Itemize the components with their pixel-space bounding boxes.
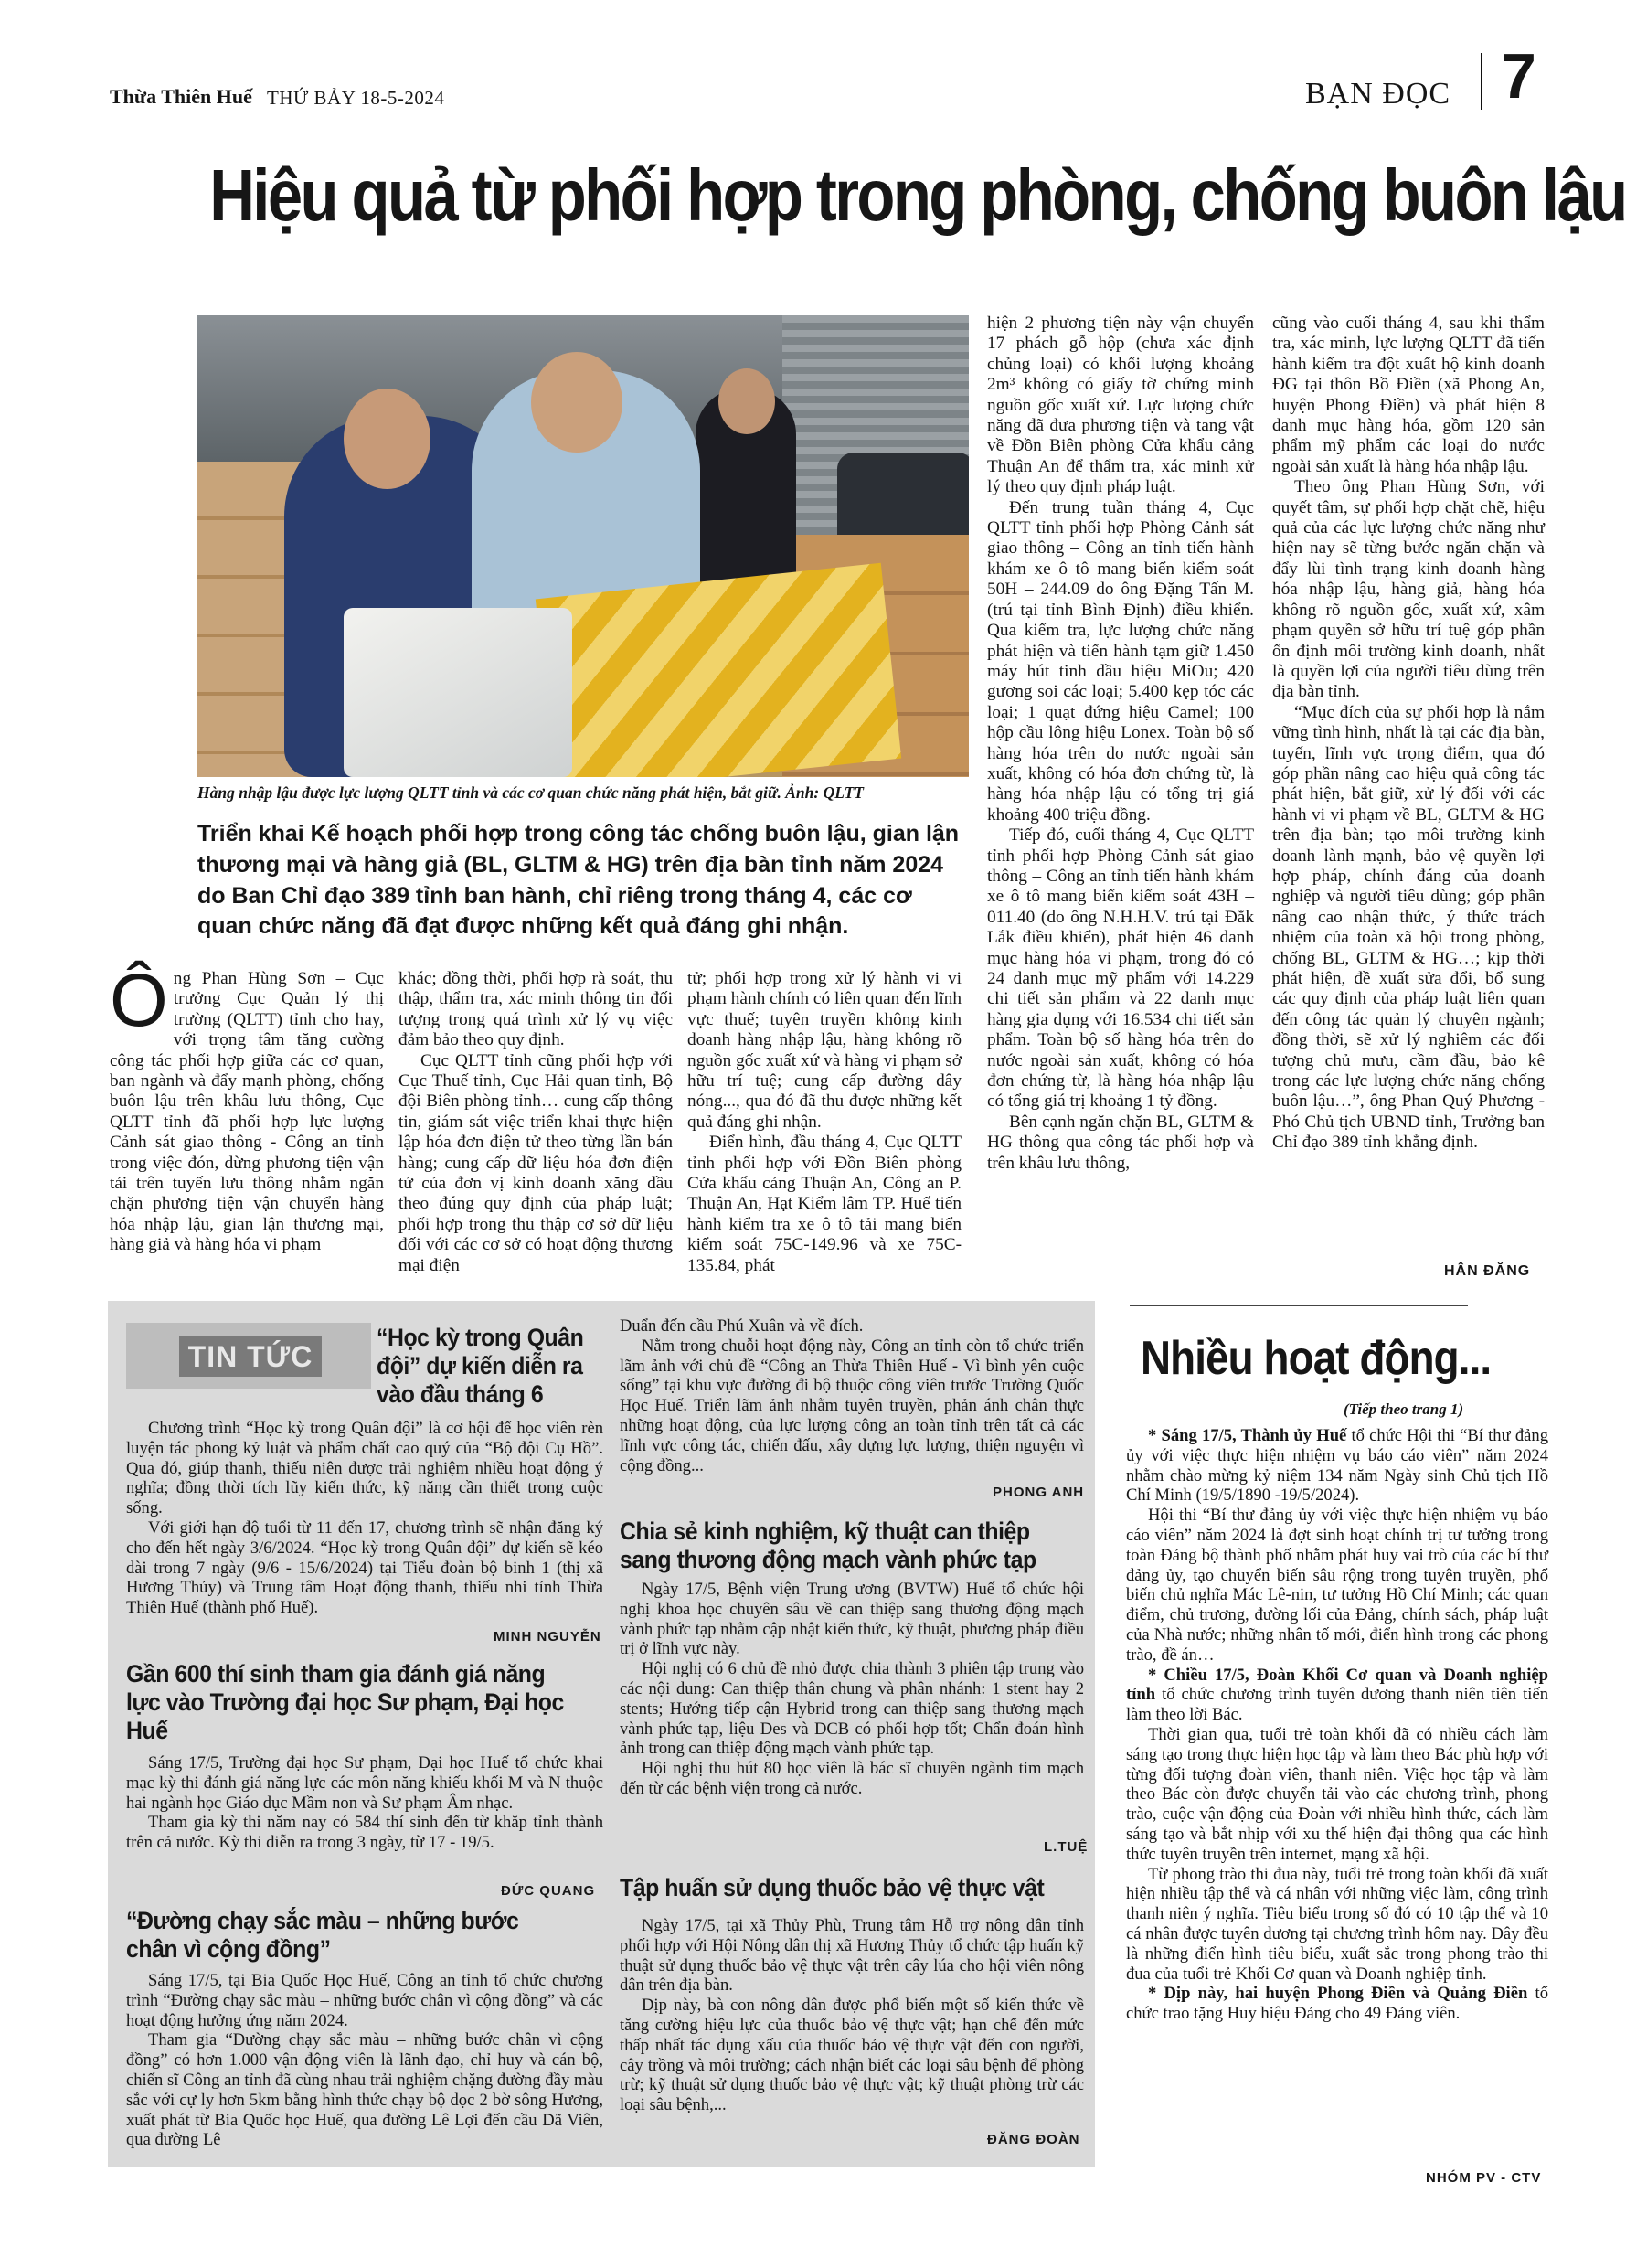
page-number: 7 [1501, 40, 1536, 112]
article-lead: Triển khai Kế hoạch phối hợp trong công tác chống buôn lậu, gian lận thương mại và hàng giả (BL, GLTM & HG) trên địa bàn tỉnh năm 2024 do Ban Chỉ đạo 389 tỉnh ban hành, chỉ riêng trong tháng 4, các cơ quan chức năng đã đạt được những kết quả đáng ghi nhận. [197, 821, 960, 940]
article-column-4 [987, 314, 1254, 1174]
newspaper-name: Thừa Thiên Huế [110, 85, 252, 108]
article-paragraph: Bên cạnh ngăn chặn BL, GLTM & HG thông qua công tác phối hợp và trên khâu lưu thông, [987, 1112, 1254, 1173]
side-paragraph-text: tổ chức trao tặng Huy hiệu Đảng cho 49 Đảng viên. [1126, 1984, 1548, 2024]
article-column-2 [398, 969, 673, 1276]
news-paragraph: Nằm trong chuỗi hoạt động này, Công an tỉnh còn tổ chức triển lãm ảnh với chủ đề “Công an Thừa Thiên Huế - Vì bình yên cuộc sống” tại khu vực đường đi bộ thuộc công viên trước Trường Quốc Học Huế. Triển lãm ảnh nhằm tuyên truyền, phản ánh chân thực những hoạt động, của lực lượng công an toàn tỉnh trên tất cả các lĩnh vực công tác, chiến đấu, xây dựng lực lượng, thiện nguyện vì cộng đồng... [620, 1336, 1084, 1475]
section-name: BẠN ĐỌC [1305, 77, 1451, 111]
news-tag: TIN TỨC [179, 1336, 322, 1377]
article-paragraph: Cục QLTT tỉnh cũng phối hợp với Cục Thuế tỉnh, Cục Hải quan tỉnh, Bộ đội Biên phòng tỉnh… cung cấp thông tin, giám sát việc triển khai thực hiện lập hóa đơn điện tử theo từng lần bán hàng; cung cấp dữ liệu hóa đơn điện tử của đơn vị kinh doanh xăng dầu theo đúng quy định của pháp luật; phối hợp trong thu thập cơ sở dữ liệu đối với các cơ sở có hoạt động thương mại điện [398, 1050, 673, 1275]
side-paragraph: Từ phong trào thi đua này, tuổi trẻ trong toàn khối đã xuất hiện nhiều tập thể và cá nhân với những việc làm, công trình thanh niên ý nghĩa. Tiêu biểu trong số đó có 10 tập thể và 10 cá nhân được tuyên dương tại chương trình hôm nay. Đây đều là những điển hình tiêu biểu, xuất sắc trong phong trào thi đua của tuổi trẻ Khối Cơ quan và Doanh nghiệp tỉnh. [1126, 1864, 1548, 1984]
news-paragraph: Sáng 17/5, tại Bia Quốc Học Huế, Công an tỉnh tổ chức chương trình “Đường chạy sắc màu – những bước chân vì cộng đồng” và các hoạt động hưởng ứng năm 2024. [126, 1971, 603, 2030]
side-headline: Nhiều hoạt động... [1141, 1332, 1492, 1385]
side-divider [1130, 1305, 1468, 1306]
article-column-1 [110, 959, 384, 1256]
side-article [1126, 1426, 1548, 2024]
side-paragraph-text: tổ chức Hội thi “Bí thư đảng ủy với việc thực hiện nhiệm vụ báo cáo viên” năm 2024 nhằm chào mừng kỷ niệm 134 năm Ngày sinh Chủ tịch Hồ Chí Minh (19/5/1890 -19/5/2024). [1126, 1426, 1549, 1506]
news-paragraph: Chương trình “Học kỳ trong Quân đội” là cơ hội để học viên rèn luyện tác phong kỷ luật và phẩm chất cao quý của “Bộ đội Cụ Hồ”. Qua đó, giúp thanh, thiếu niên được trải nghiệm nhiều hoạt động ý nghĩa; đồng thời tích lũy kiến thức, kỹ năng cần thiết trong cuộc sống. [126, 1419, 603, 1518]
side-paragraph [1126, 1666, 1548, 1725]
news-paragraph: Tham gia kỳ thi năm nay có 584 thí sinh đến từ khắp tỉnh thành trên cả nước. Kỳ thi diễn ra trong 3 ngày, từ 17 - 19/5. [126, 1813, 603, 1853]
side-paragraph-text: tổ chức chương trình tuyên dương thanh niên tiên tiến làm theo lời Bác. [1126, 1685, 1548, 1725]
news-item-1 [126, 1419, 603, 1618]
news-headline-4: Chia sẻ kinh nghiệm, kỹ thuật can thiệp sang thương động mạch vành phức tạp [620, 1517, 1036, 1573]
news-headline-1: “Học kỳ trong Quân đội” dự kiến diễn ra vào đầu tháng 6 [377, 1324, 584, 1408]
news-headline-2: Gần 600 thí sinh tham gia đánh giá năng lực vào Trường đại học Sư phạm, Đại học Huế [126, 1660, 564, 1744]
news-item-3 [126, 1971, 603, 2150]
news-paragraph: Tham gia “Đường chạy sắc màu – những bước chân vì cộng đồng” có hơn 1.000 vận động viên là lãnh đạo, chỉ huy và cán bộ, chiến sĩ Công an tỉnh đã cùng nhau trải nghiệm chặng đường đầy màu sắc với cự ly hơn 5km bằng hình thức chạy bộ dọc 2 bờ sông Hương, xuất phát từ Bia Quốc học Huế, qua đường Lê Lợi đến cầu Dã Viên, qua đường Lê [126, 2030, 603, 2150]
article-photo [197, 315, 969, 777]
side-paragraph-lead: * Chiều 17/5, Đoàn Khối Cơ quan và Doanh nghiệp tỉnh [1126, 1665, 1548, 1705]
photo-head-officer [531, 352, 622, 453]
photo-head-left [344, 389, 430, 489]
drop-cap: Ô [110, 959, 168, 1042]
news-paragraph: Dịp này, bà con nông dân được phổ biến một số kiến thức về tăng cường hiệu lực của thuốc bảo vệ thực vật; hạn chế đến mức thấp nhất tác dụng xấu của thuốc bảo vệ thực vật đến con người, cây trồng và môi trường; cách nhận biết các loại sâu bệnh để phòng trừ; kỹ thuật sử dụng thuốc bảo vệ thực vật; kỹ thuật phòng trừ các loại sâu bệnh,... [620, 1996, 1084, 2115]
side-paragraph: Hội thi “Bí thư đảng ủy với việc thực hiện nhiệm vụ báo cáo viên” năm 2024 là đợt sinh hoạt chính trị tư tưởng trong toàn Đảng bộ thành phố nhằm phát huy vai trò của các bí thư đảng ủy, tạo chuyển biến sâu rộng trong tuyên truyền, phổ biến chủ nghĩa Mác Lê-nin, tư tưởng Hồ Chí Minh; các quan điểm, chủ trương, đường lối của Đảng, chính sách, pháp luật của Nhà nước; những nhân tố mới, điển hình trong các phong trào, đề án… [1126, 1506, 1548, 1665]
news-author-4: L.TUỆ [1044, 1839, 1089, 1855]
continued-note: (Tiếp theo trang 1) [1344, 1400, 1464, 1418]
article-paragraph: hiện 2 phương tiện này vận chuyển 17 phách gỗ hộp (chưa xác định chủng loại) có khối lượng khoảng 2m³ không có giấy tờ chứng minh nguồn gốc xuất xứ. Lực lượng chức năng đã đưa phương tiện và tang vật về Đồn Biên phòng Cửa khẩu cảng Thuận An để thẩm tra, xác minh xử lý theo quy định pháp luật. [987, 314, 1254, 497]
photo-yellow-package [536, 563, 901, 777]
side-paragraph [1126, 1984, 1548, 2024]
article-paragraph: Tiếp đó, cuối tháng 4, Cục QLTT tỉnh phối hợp Phòng Cảnh sát giao thông – Công an tỉnh tiến hành khám xe ô tô mang biển kiểm soát 43H – 011.40 (do ông N.H.H.V. trú tại Đắk Lắk điều khiển), phát hiện 46 danh mục hàng hóa vi phạm, trong đó có 24 danh mục mỹ phẩm với 14.229 chi tiết sản phẩm và 22 danh mục hàng gia dụng với 16.534 chi tiết sản phẩm. Toàn bộ số hàng hóa trên do nước ngoài sản xuất, không có hóa đơn chứng từ, là hàng hóa nhập lậu có tổng giá trị khoảng 1 tỷ đồng. [987, 825, 1254, 1112]
side-paragraph [1126, 1426, 1548, 1506]
news-item-5 [620, 1916, 1084, 2115]
article-paragraph: Điển hình, đầu tháng 4, Cục QLTT tỉnh phối hợp với Đồn Biên phòng Cửa khẩu cảng Thuận An, Công an P. Thuận An, Hạt Kiểm lâm TP. Huế tiến hành kiểm tra xe ô tô tải mang biển kiểm soát 75C-149.96 và xe 75C-135.84, phát [687, 1133, 962, 1275]
article-author: HÂN ĐĂNG [1444, 1263, 1531, 1279]
side-paragraph-lead: * Sáng 17/5, Thành ủy Huế [1148, 1426, 1347, 1445]
main-headline: Hiệu quả từ phối hợp trong phòng, chống buôn lậu [209, 154, 1626, 236]
news-paragraph: Hội nghị thu hút 80 học viên là bác sĩ chuyên ngành tim mạch đến từ các bệnh viện trong cả nước. [620, 1759, 1084, 1798]
article-paragraph: “Mục đích của sự phối hợp là nắm vững tình hình, nhất là tại các địa bàn, tuyến, lĩnh vực trọng điểm, qua đó góp phần nâng cao hiệu quả công tác phát hiện, bắt giữ, xử lý đối với các hành vi vi phạm về BL, GLTM & HG trên địa bàn; tạo môi trường kinh doanh lành mạnh, bảo vệ quyền lợi hợp pháp, chính đáng của doanh nghiệp và người tiêu dùng; góp phần nâng cao nhận thức, ý thức trách nhiệm của toàn xã hội trong phòng, chống BL, GLTM & HG…; kịp thời phát hiện, đề xuất sửa đổi, bổ sung các quy định của pháp luật liên quan đến công tác quản lý chuyên ngành; đồng thời, sẽ xử lý nghiêm các đối tượng chủ mưu, cầm đầu, bảo kê trong các lực lượng chức năng chống buôn lậu…”, ông Phan Quý Phương - Phó Chủ tịch UBND tỉnh, Trưởng ban Chỉ đạo 389 tỉnh khẳng định. [1272, 702, 1545, 1153]
news-item-3-continued [620, 1316, 1084, 1475]
news-headline-3: “Đường chạy sắc màu – những bước chân vì cộng đồng” [126, 1907, 519, 1963]
issue-date: THỨ BẢY 18-5-2024 [267, 87, 445, 109]
side-paragraph-lead: * Dịp này, hai huyện Phong Điền và Quảng Điền [1148, 1984, 1528, 2004]
article-column-5 [1272, 314, 1545, 1154]
news-paragraph: Duẩn đến cầu Phú Xuân và về đích. [620, 1316, 864, 1336]
news-headline-5: Tập huấn sử dụng thuốc bảo vệ thực vật [620, 1874, 1045, 1901]
photo-caption: Hàng nhập lậu được lực lượng QLTT tỉnh và các cơ quan chức năng phát hiện, bắt giữ. Ảnh: QLTT [197, 783, 864, 802]
news-item-2 [126, 1753, 603, 1853]
article-paragraph: khác; đồng thời, phối hợp rà soát, thu thập, thẩm tra, xác minh thông tin đối tượng trong quá trình xử lý vụ việc đảm bảo theo quy định. [398, 969, 673, 1050]
masthead-divider [1481, 53, 1482, 110]
news-item-4 [620, 1580, 1084, 1799]
news-author-5: ĐĂNG ĐOÀN [987, 2132, 1080, 2147]
article-paragraph: ng Phan Hùng Sơn – Cục trưởng Cục Quản lý thị trường (QLTT) tỉnh cho hay, với trọng tâm tăng cường công tác phối hợp giữa các cơ quan, ban ngành và đẩy mạnh phòng, chống buôn lậu trên khâu lưu thông, Cục QLTT tỉnh đã phối hợp lực lượng Cảnh sát giao thông - Công an tỉnh trong việc đón, dừng phương tiện vận tải trên tuyến lưu thông nhằm ngăn chặn phương tiện vận chuyển hàng hóa nhập lậu, gian lận thương mại, hàng giả và hàng hóa vi phạm [110, 969, 384, 1255]
news-paragraph: Ngày 17/5, Bệnh viện Trung ương (BVTW) Huế tổ chức hội nghị khoa học chuyên sâu về can thiệp sang thương động mạch vành phức tạp nhằm cập nhật kiến thức, kỹ thuật, phương pháp điều trị ở lĩnh vực này. [620, 1580, 1084, 1659]
article-column-3 [687, 969, 962, 1276]
photo-white-package [344, 608, 572, 777]
news-author-2: ĐỨC QUANG [501, 1883, 596, 1899]
side-author: NHÓM PV - CTV [1426, 2170, 1542, 2186]
news-paragraph: Sáng 17/5, Trường đại học Sư phạm, Đại học Huế tổ chức khai mạc kỳ thi đánh giá năng lực các môn năng khiếu khối M và N thuộc hai ngành học Giáo dục Mầm non và Sư phạm Âm nhạc. [126, 1753, 603, 1813]
article-paragraph: Theo ông Phan Hùng Sơn, với quyết tâm, sự phối hợp chặt chẽ, hiệu quả của các lực lượng chức năng như hiện nay sẽ từng bước ngăn chặn và đẩy lùi tình trạng kinh doanh hàng hóa nhập lậu, hàng giả, hàng hóa không rõ nguồn gốc, xuất xứ, xâm phạm quyền sở hữu trí tuệ góp phần ổn định môi trường kinh doanh, nhất là quyền lợi của người tiêu dùng trên địa bàn tỉnh. [1272, 477, 1545, 702]
article-paragraph: cũng vào cuối tháng 4, sau khi thẩm tra, xác minh, lực lượng QLTT đã tiến hành kiểm tra đột xuất hộ kinh doanh ĐG tại thôn Bồ Điền (xã Phong An, huyện Phong Điền) và phát hiện 8 danh mục hàng hóa, gồm 120 sản phẩm mỹ phẩm các loại do nước ngoài sản xuất là hàng hóa nhập lậu. [1272, 314, 1545, 476]
news-paragraph: Hội nghị có 6 chủ đề nhỏ được chia thành 3 phiên tập trung vào các nội dung: Can thiệp thân chung và phân nhánh: 1 stent hay 2 stents; Hướng tiếp cận Hybrid trong can thiệp sang thương mạch vành phức tạp, liệu Des và DCB có phối hợp tốt; Chẩn đoán hình ảnh trong can thiệp động mạch vành phức tạp. [620, 1659, 1084, 1759]
news-author-1: MINH NGUYỄN [494, 1629, 601, 1645]
photo-head-back [718, 368, 775, 434]
news-paragraph: Với giới hạn độ tuổi từ 11 đến 17, chương trình sẽ nhận đăng ký cho đến hết ngày 3/6/2024. “Học kỳ trong Quân đội” dự kiến sẽ kéo dài trong 7 ngày (9/6 - 15/6/2024) tại Tiểu đoàn bộ binh 1 (thị xã Hương Thủy) và Trung tâm Hoạt động thanh, thiếu nhi tỉnh Thừa Thiên Huế (thành phố Huế). [126, 1517, 603, 1618]
article-paragraph: tử; phối hợp trong xử lý hành vi vi phạm hành chính có liên quan đến lĩnh vực thuế; tuyên truyền không kinh doanh hàng nhập lậu, hàng không rõ nguồn gốc xuất xứ và hàng vi phạm sở hữu trí tuệ; cung cấp đường dây nóng..., qua đó đã thu được những kết quả đáng ghi nhận. [687, 969, 962, 1132]
news-paragraph: Ngày 17/5, tại xã Thủy Phù, Trung tâm Hỗ trợ nông dân tỉnh phối hợp với Hội Nông dân thị xã Hương Thủy tổ chức tập huấn kỹ thuật sử dụng thuốc bảo vệ thực vật trên cây lúa cho hội viên nông dân trên địa bàn. [620, 1916, 1084, 1996]
side-paragraph: Thời gian qua, tuổi trẻ toàn khối đã có nhiều cách làm sáng tạo trong thực hiện học tập và làm theo Bác phù hợp với từng đối tượng đoàn viên, thanh niên. Việc học tập và làm theo Bác còn được chuyển tải vào các chương trình, phong trào, cuộc vận động của Đoàn với nhiều hình thức, cách làm sáng tạo và bắt nhịp với xu thế hiện đại thông qua các hình thức tuyên truyền trên internet, mạng xã hội. [1126, 1724, 1548, 1864]
news-author-3: PHONG ANH [993, 1485, 1085, 1500]
article-paragraph: Đến trung tuần tháng 4, Cục QLTT tỉnh phối hợp Phòng Cảnh sát giao thông – Công an tỉnh tiến hành khám xe ô tô mang biển kiểm soát 50H – 244.09 do ông Đặng Tấn M. (trú tại tỉnh Bình Định) điều khiển. Qua kiểm tra, lực lượng chức năng phát hiện và tiến hành tạm giữ 1.450 máy hút tinh dầu hiệu MiOu; 420 gương soi các loại; 5.400 kẹp tóc các loại; 1 quạt đứng hiệu Camel; 100 hộp cầu lông hiệu Lonex. Toàn bộ số hàng hóa trên do nước ngoài sản xuất, không có hóa đơn chứng từ, là hàng hóa nhập lậu có tổng trị giá khoảng 400 triệu đồng. [987, 497, 1254, 825]
